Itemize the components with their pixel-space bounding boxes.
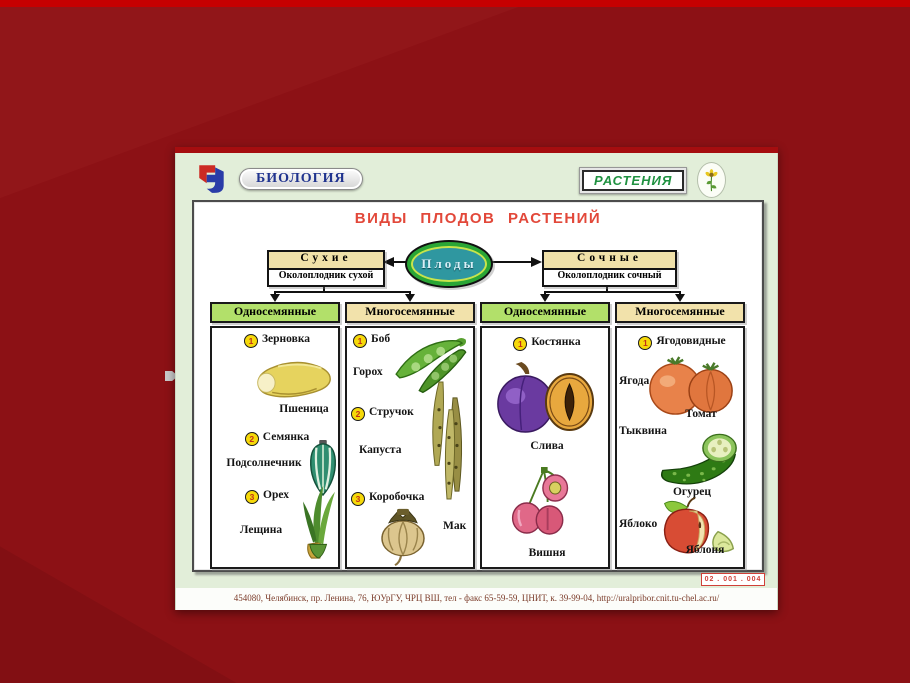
juicy-fruits-node bbox=[542, 250, 677, 287]
wheat-grain-icon bbox=[249, 357, 336, 401]
tomato-icon bbox=[646, 356, 738, 416]
fruit-type-label: Стручок bbox=[369, 406, 414, 418]
plant-name-label: Яблоко bbox=[619, 518, 658, 530]
item-number-badge: 2 bbox=[351, 407, 365, 421]
plant-name-label: Горох bbox=[353, 366, 383, 378]
column-body bbox=[480, 326, 610, 569]
column-entry bbox=[617, 335, 747, 350]
column-entry bbox=[482, 336, 612, 351]
top-accent-band bbox=[0, 0, 910, 7]
column-entry bbox=[353, 366, 423, 378]
fruit-type-label: Ягодовидные bbox=[656, 335, 726, 347]
dry-node-title: Сухие bbox=[269, 252, 383, 270]
column-entry bbox=[482, 547, 612, 559]
column-body bbox=[615, 326, 745, 569]
juicy-node-desc: Околоплодник сочный bbox=[557, 270, 662, 281]
juicy-node-title: Сочные bbox=[544, 252, 675, 270]
cucumber-icon bbox=[655, 432, 743, 488]
column-4 bbox=[615, 302, 745, 569]
plant-name-label: Капуста bbox=[359, 444, 402, 456]
section-label: РАСТЕНИЯ bbox=[582, 170, 684, 191]
dry-fruits-node bbox=[267, 250, 385, 287]
item-number-badge: 3 bbox=[351, 492, 365, 506]
biology-poster bbox=[175, 147, 778, 610]
poster-title: ВИДЫ ПЛОДОВ РАСТЕНИЙ bbox=[354, 210, 602, 227]
publisher-logo-icon bbox=[197, 162, 227, 196]
item-number-badge: 1 bbox=[353, 334, 367, 348]
column-body bbox=[210, 326, 340, 569]
plant-name-label: Яблоня bbox=[685, 544, 725, 556]
dry-node-desc: Околоплодник сухой bbox=[278, 270, 374, 281]
cabbage-pods-icon bbox=[419, 380, 471, 505]
item-number-badge: 1 bbox=[638, 336, 652, 350]
poster-top-stripe bbox=[175, 147, 778, 153]
fruit-type-label: Боб bbox=[371, 333, 391, 345]
column-entry bbox=[657, 408, 745, 420]
column-header: Многосемянные bbox=[615, 302, 745, 323]
fruit-type-label: Зерновка bbox=[261, 333, 311, 345]
publisher-footer: 454080, Челябинск, пр. Ленина, 76, ЮУрГУ, ЧРЦ ВШ, тел - факс 65-59-59, ЦНИТ, к. 39-99-04, http://uralpribor.cnit.tu-chel.ac.ru/ bbox=[233, 593, 720, 603]
plant-name-label: Пшеница bbox=[279, 403, 329, 415]
column-header: Односемянные bbox=[480, 302, 610, 323]
column-entry bbox=[665, 544, 745, 556]
plant-name-label: Мак bbox=[443, 520, 467, 532]
item-number-badge: 3 bbox=[245, 490, 259, 504]
fruit-type-label: Орех bbox=[263, 489, 289, 501]
plant-name-label: Томат bbox=[685, 408, 717, 420]
plum-icon bbox=[492, 362, 596, 436]
plant-name-label: Лещина bbox=[239, 524, 283, 536]
fruits-root-node bbox=[405, 240, 493, 288]
column-entry bbox=[443, 520, 475, 532]
column-entry bbox=[359, 444, 439, 456]
plant-name-label: Вишня bbox=[528, 547, 566, 559]
column-entry bbox=[214, 457, 314, 469]
column-entry bbox=[482, 440, 612, 452]
plant-name-label: Подсолнечник bbox=[226, 457, 302, 469]
column-entry bbox=[212, 333, 342, 348]
sunflower-icon bbox=[697, 162, 726, 198]
plant-name-label: Ягода bbox=[619, 375, 650, 387]
plant-name-label: Огурец bbox=[672, 486, 712, 498]
plant-name-label: Слива bbox=[530, 440, 564, 452]
section-badge bbox=[579, 167, 687, 194]
item-number-badge: 1 bbox=[513, 337, 527, 351]
column-3 bbox=[480, 302, 610, 569]
column-1 bbox=[210, 302, 340, 569]
poppy-capsule-icon bbox=[371, 502, 435, 566]
cherry-icon bbox=[506, 466, 576, 544]
fruits-root-label: Плоды bbox=[411, 246, 487, 282]
fruit-type-label: Коробочка bbox=[369, 491, 425, 503]
column-2 bbox=[345, 302, 475, 569]
hazelnut-icon bbox=[298, 480, 340, 560]
column-entry bbox=[252, 403, 356, 415]
column-header: Односемянные bbox=[210, 302, 340, 323]
column-entry bbox=[218, 524, 304, 536]
column-header: Многосемянные bbox=[345, 302, 475, 323]
item-number-badge: 2 bbox=[245, 432, 259, 446]
main-panel bbox=[192, 200, 764, 572]
plant-name-label: Тыквина bbox=[619, 425, 667, 437]
subject-badge bbox=[239, 168, 363, 190]
fruit-type-label: Костянка bbox=[531, 336, 581, 348]
catalog-code-badge: 02 . 001 . 004 bbox=[701, 573, 765, 586]
subject-label: БИОЛОГИЯ bbox=[256, 171, 346, 186]
fruit-type-label: Семянка bbox=[262, 431, 310, 443]
column-body bbox=[345, 326, 475, 569]
item-number-badge: 1 bbox=[244, 334, 258, 348]
